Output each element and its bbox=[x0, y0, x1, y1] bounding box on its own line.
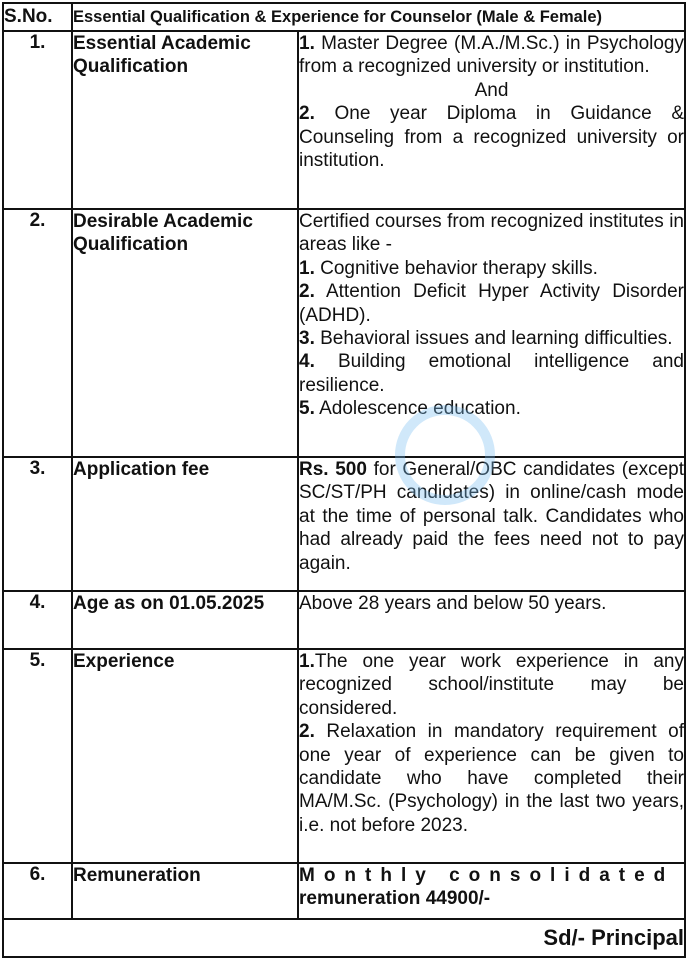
table-title: Essential Qualification & Experience for Counselor (Male & Female) bbox=[72, 3, 685, 31]
list-item: 1. Cognitive behavior therapy skills. bbox=[299, 257, 598, 279]
table-row bbox=[3, 591, 685, 649]
signature-row bbox=[3, 919, 685, 957]
row-number: 6. bbox=[3, 863, 72, 919]
table-row bbox=[3, 457, 685, 591]
row-label: Application fee bbox=[72, 457, 298, 591]
row-number: 3. bbox=[3, 457, 72, 591]
sno-header: S.No. bbox=[3, 3, 72, 31]
table-row bbox=[3, 209, 685, 457]
row-number: 2. bbox=[3, 209, 72, 457]
row-content: 1. Master Degree (M.A./M.Sc.) in Psychology from a recognized university or institution. And 2. One year Diploma in Guidance & Counseling from a recognized university or institution. bbox=[298, 31, 685, 209]
row-content: Monthly consolidated remuneration 44900/- bbox=[298, 863, 685, 919]
list-item: 5. Adolescence education. bbox=[299, 398, 521, 420]
row-content: Rs. 500 for General/OBC candidates (except SC/ST/PH candidates) in online/cash mode at the time of personal talk. Candidates who had already paid the fees need not to pay again. bbox=[298, 457, 685, 591]
table-header-row bbox=[3, 3, 685, 31]
table-row bbox=[3, 863, 685, 919]
row-label: Essential Academic Qualification bbox=[72, 31, 298, 209]
list-item: 3. Behavioral issues and learning difficulties. bbox=[299, 328, 673, 350]
qualification-table bbox=[2, 2, 686, 958]
row-number: 4. bbox=[3, 591, 72, 649]
list-item: 4. Building emotional intelligence and resilience. bbox=[299, 351, 684, 396]
row-label: Remuneration bbox=[72, 863, 298, 919]
list-item: 2. Attention Deficit Hyper Activity Disorder (ADHD). bbox=[299, 281, 684, 326]
row-content: 1.The one year work experience in any recognized school/institute may be considered. 2. Relaxation in mandatory requirement of one year of experience can be given to candidate who have completed their MA/M.Sc. (Psychology) in the last two years, i.e. not before 2023. bbox=[298, 649, 685, 863]
row-content: Above 28 years and below 50 years. bbox=[298, 591, 685, 649]
table-row bbox=[3, 649, 685, 863]
row-number: 5. bbox=[3, 649, 72, 863]
row-number: 1. bbox=[3, 31, 72, 209]
row-label: Desirable Academic Qualification bbox=[72, 209, 298, 457]
row-label: Age as on 01.05.2025 bbox=[72, 591, 298, 649]
row-content: Certified courses from recognized institutes in areas like - 1. Cognitive behavior therapy skills. 2. Attention Deficit Hyper Activity Disorder (ADHD). 3. Behavioral issues and learning difficulties. 4. Building emotional intelligence and resilience. 5. Adolescence education. bbox=[298, 209, 685, 457]
table-row bbox=[3, 31, 685, 209]
signature: Sd/- Principal bbox=[3, 919, 685, 957]
row-label: Experience bbox=[72, 649, 298, 863]
